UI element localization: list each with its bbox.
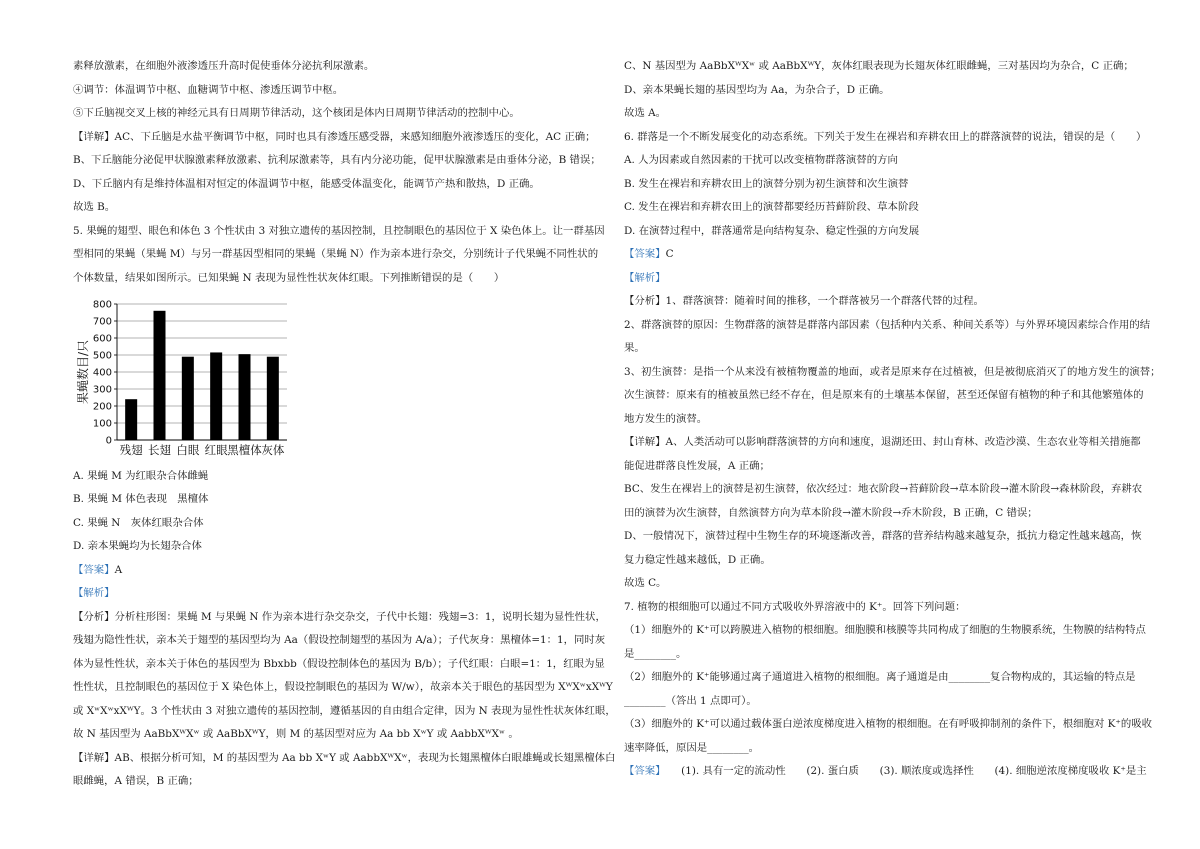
right-text-line: （3）细胞外的 K⁺可以通过载体蛋白逆浓度梯度进入植物的根细胞。在有呼吸抑制剂的条件下，根细胞对 K⁺的吸收 bbox=[624, 718, 1153, 730]
left-text-line: ⑤下丘脑视交叉上核的神经元具有日周期节律活动，这个核团是体内日周期节律活动的控制中心。 bbox=[73, 107, 520, 119]
x-tick-label: 黑檀体 bbox=[227, 443, 262, 457]
left-text-line: 眼雌蝇，A 错误，B 正确； bbox=[73, 775, 199, 787]
left-text-line: A. 果蝇 M 为红眼杂合体雌蝇 bbox=[73, 470, 209, 482]
right-text-line: BC、发生在裸岩上的演替是初生演替，依次经过：地衣阶段→苔藓阶段→草本阶段→灌木阶段→森林阶段，弃耕农 bbox=[624, 483, 1143, 495]
right-text-line: D、亲本果蝇长翅的基因型均为 Aa，为杂合子，D 正确。 bbox=[624, 84, 890, 96]
right-text-line: B. 发生在裸岩和弃耕农田上的演替分别为初生演替和次生演替 bbox=[624, 178, 909, 190]
left-text-line: 素释放激素，在细胞外液渗透压升高时促使垂体分泌抗利尿激素。 bbox=[73, 60, 375, 72]
x-tick-label: 红眼 bbox=[204, 443, 228, 457]
right-text-line: C. 发生在裸岩和弃耕农田上的演替都要经历苔藓阶段、草本阶段 bbox=[624, 201, 919, 213]
left-text-line: 故 N 基因型为 AaBbXᵂXʷ 或 AaBbXᵂY，则 M 的基因型对应为 Aa bb XʷY 或 AabbXᵂXʷ 。 bbox=[73, 728, 519, 740]
left-text-line: 【详解】AB、根据分析可知，M 的基因型为 Aa bb XʷY 或 AabbXᵂXʷ，表现为长翅黑檀体白眼雄蝇或长翅黑檀体白 bbox=[73, 752, 616, 764]
right-text-line: 复力稳定性越来越低，D 正确。 bbox=[624, 554, 771, 566]
right-text-line: 速率降低，原因是________。 bbox=[624, 742, 760, 754]
right-text-line: 7. 植物的根细胞可以通过不同方式吸收外界溶液中的 K⁺。回答下列问题： bbox=[624, 601, 966, 613]
right-text-line: （1）细胞外的 K⁺可以跨膜进入植物的根细胞。细胞膜和核膜等共同构成了细胞的生物膜系统，生物膜的结构特点 bbox=[624, 624, 1146, 636]
left-text-line: 体为显性性状，亲本关于体色的基因型为 Bbxbb（假设控制体色的基因为 B/b）；子代红眼：白眼=1：1，红眼为显 bbox=[73, 658, 605, 670]
right-text-line bbox=[624, 764, 1147, 778]
right-text-line: 田的演替为次生演替，自然演替方向为草本阶段→灌木阶段→乔木阶段，B 正确，C 错误； bbox=[624, 507, 1038, 519]
x-tick-label: 长翅 bbox=[148, 443, 171, 457]
left-text-line: 性性状，且控制眼色的基因位于 X 染色体上，假设控制眼色的基因为 W/w），故亲本关于眼色的基因型为 XᵂXʷxXᵂY bbox=[73, 681, 613, 693]
right-text-line: 故选 A。 bbox=[624, 107, 666, 119]
right-text-line: 6. 群落是一个不断发展变化的动态系统。下列关于发生在裸岩和弃耕农田上的群落演替的说法，错误的是（ ） bbox=[624, 131, 1147, 143]
right-text-line: 【详解】A、人类活动可以影响群落演替的方向和速度，退湖还田、封山育林、改造沙漠、生态农业等相关措施都 bbox=[624, 436, 1141, 448]
left-text-line: 故选 B。 bbox=[73, 201, 116, 213]
answer-text: A bbox=[114, 564, 123, 576]
bar bbox=[239, 354, 251, 440]
left-text-line: D、下丘脑内有是维持体温相对恒定的体温调节中枢，能感受体温变化，能调节产热和散热，D 正确。 bbox=[73, 178, 540, 190]
bar bbox=[210, 352, 222, 440]
right-text-line: 故选 C。 bbox=[624, 577, 667, 589]
right-text-line: ________（答出 1 点即可）。 bbox=[624, 695, 757, 707]
right-text-line: 果。 bbox=[624, 342, 645, 354]
y-tick-label: 800 bbox=[92, 299, 112, 311]
y-tick-label: 300 bbox=[92, 384, 112, 396]
left-text-line: 【分析】分析柱形图：果蝇 M 与果蝇 N 作为亲本进行杂交杂交，子代中长翅：残翅=3：1，说明长翅为显性性状， bbox=[73, 611, 606, 623]
left-text-line: 型相同的果蝇（果蝇 M）与另一群基因型相同的果蝇（果蝇 N）作为亲本进行杂交，分别统计子代果蝇不同性状的 bbox=[73, 248, 599, 260]
answer-tag: 【答案】 bbox=[624, 765, 661, 777]
y-tick-label: 500 bbox=[92, 350, 112, 362]
fly-count-bar-chart bbox=[73, 288, 293, 460]
bar bbox=[267, 357, 279, 440]
left-text-line bbox=[73, 563, 122, 577]
left-text-line: 【详解】AC、下丘脑是水盐平衡调节中枢，同时也具有渗透压感受器，来感知细胞外液渗透压的变化，AC 正确； bbox=[73, 131, 596, 143]
bar bbox=[154, 311, 166, 440]
left-text-line: 【解析】 bbox=[73, 587, 115, 599]
bar-chart-svg bbox=[73, 288, 293, 460]
right-text-line: 3、初生演替：是指一个从来没有被植物覆盖的地面，或者是原来存在过植被，但是被彻底消灭了的地方发生的演替； bbox=[624, 366, 1161, 378]
y-tick-label: 400 bbox=[92, 367, 112, 379]
left-text-line: D. 亲本果蝇均为长翅杂合体 bbox=[73, 540, 202, 552]
y-tick-label: 200 bbox=[92, 401, 112, 413]
right-text-line: D. 在演替过程中，群落通常是向结构复杂、稳定性强的方向发展 bbox=[624, 225, 920, 237]
right-text-line: 是________。 bbox=[624, 648, 687, 660]
right-text-line: 次生演替：原来有的植被虽然已经不存在，但是原来有的土壤基本保留，甚至还保留有植物的种子和其他繁殖体的 bbox=[624, 389, 1144, 401]
left-text-line: B、下丘脑能分泌促甲状腺激素释放激素、抗利尿激素等，具有内分泌功能，促甲状腺激素是由垂体分泌，B 错误； bbox=[73, 154, 601, 166]
left-text-line: 或 XʷXʷxXᵂY。3 个性状由 3 对独立遗传的基因控制，遵循基因的自由组合定律，因为 N 表现为显性性状灰体红眼， bbox=[73, 705, 616, 717]
answer-text: (1). 具有一定的流动性 (2). 蛋白质 (3). 顺浓度或选择性 (4). 细胞逆浓度梯度吸收 K⁺是主 bbox=[660, 765, 1147, 777]
y-axis-label: 果蝇数目/只 bbox=[76, 339, 90, 405]
x-tick-label: 灰体 bbox=[261, 443, 285, 457]
y-tick-label: 0 bbox=[105, 435, 112, 447]
y-tick-label: 700 bbox=[92, 316, 112, 328]
left-text-line: 个体数量，结果如图所示。已知果蝇 N 表现为显性性状灰体红眼。下列推断错误的是（ ） bbox=[73, 272, 505, 284]
x-tick-label: 白眼 bbox=[176, 443, 200, 457]
right-text-line: 【分析】1、群落演替：随着时间的推移，一个群落被另一个群落代替的过程。 bbox=[624, 295, 984, 307]
right-text-line: （2）细胞外的 K⁺能够通过离子通道进入植物的根细胞。离子通道是由________复合物构成的，其运输的特点是 bbox=[624, 671, 1136, 683]
right-text-line: D、一般情况下，演替过程中生物生存的环境逐渐改善，群落的营养结构越来越复杂，抵抗力稳定性越来越高，恢 bbox=[624, 530, 1142, 542]
left-text-line: 残翅为隐性性状，亲本关于翅型的基因型均为 Aa（假设控制翅型的基因为 A/a）；子代灰身：黑檀体=1：1，同时灰 bbox=[73, 634, 606, 646]
right-text-line: 2、群落演替的原因：生物群落的演替是群落内部因素（包括种内关系、种间关系等）与外界环境因素综合作用的结 bbox=[624, 319, 1151, 331]
left-text-line: 5. 果蝇的翅型、眼色和体色 3 个性状由 3 对独立遗传的基因控制，且控制眼色的基因位于 X 染色体上。让一群基因 bbox=[73, 225, 605, 237]
left-text-line: C. 果蝇 N 灰体红眼杂合体 bbox=[73, 517, 204, 529]
right-text-line: 能促进群落良性发展，A 正确； bbox=[624, 460, 770, 472]
answer-text: C bbox=[665, 248, 674, 260]
answer-tag: 【答案】 bbox=[73, 564, 115, 576]
right-text-line bbox=[624, 247, 674, 261]
y-tick-label: 600 bbox=[92, 333, 112, 345]
left-text-line: B. 果蝇 M 体色表现 黑檀体 bbox=[73, 493, 209, 505]
right-text-line: 【解析】 bbox=[624, 272, 666, 284]
bar bbox=[182, 357, 194, 440]
x-tick-label: 残翅 bbox=[119, 443, 143, 457]
right-text-line: C、N 基因型为 AaBbXᵂXʷ 或 AaBbXᵂY，灰体红眼表现为长翅灰体红眼雌蝇，三对基因均为杂合，C 正确； bbox=[624, 60, 1134, 72]
y-tick-label: 100 bbox=[92, 418, 112, 430]
bar bbox=[125, 399, 137, 440]
answer-tag: 【答案】 bbox=[624, 248, 666, 260]
right-text-line: 地方发生的演替。 bbox=[624, 413, 708, 425]
right-text-line: A. 人为因素或自然因素的干扰可以改变植物群落演替的方向 bbox=[624, 154, 898, 166]
left-text-line: ④调节：体温调节中枢、血糖调节中枢、渗透压调节中枢。 bbox=[73, 84, 344, 96]
